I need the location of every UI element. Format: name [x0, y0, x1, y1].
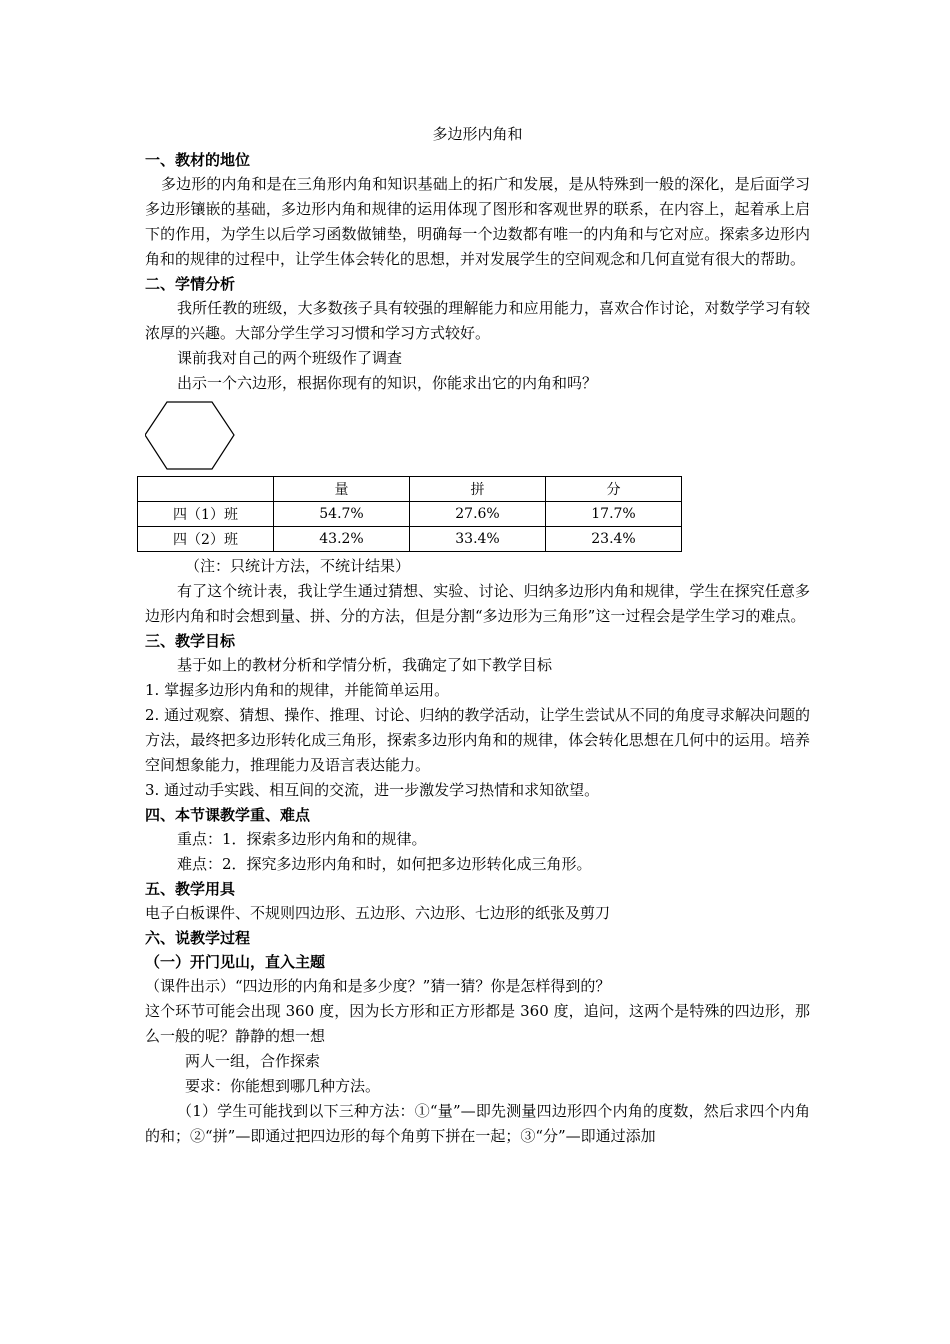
section-heading-6: 六、说教学过程 [145, 929, 251, 947]
table-cell: 四（1）班 [138, 502, 274, 527]
table-row [138, 502, 682, 527]
key-point: 重点：1．探索多边形内角和的规律。 [177, 830, 427, 848]
process-paragraph-5: （1）学生可能找到以下三种方法：①“量”—即先测量四边形四个内角的度数，然后求四个内角的和；②“拼”—即通过把四边形的每个角剪下拼在一起；③“分”—即通过添加 [145, 1102, 810, 1145]
survey-table [137, 476, 682, 552]
section-2-paragraph-1: 我所任教的班级，大多数孩子具有较强的理解能力和应用能力，喜欢合作讨论，对数学学习有较浓厚的兴趣。大部分学生学习习惯和学习方式较好。 [145, 299, 810, 342]
table-cell: 23.4% [546, 527, 682, 552]
table-header-cell [138, 477, 274, 502]
process-paragraph-1: （课件出示）“四边形的内角和是多少度？”猜一猜？你是怎样得到的？ [145, 977, 611, 995]
section-heading-5: 五、教学用具 [145, 880, 236, 898]
hexagon-figure [145, 400, 810, 470]
section-2-paragraph-2: 课前我对自己的两个班级作了调查 [177, 349, 403, 367]
table-cell: 43.2% [274, 527, 410, 552]
section-heading-3: 三、教学目标 [145, 632, 236, 650]
objective-item-2: 2. 通过观察、猜想、操作、推理、讨论、归纳的教学活动，让学生尝试从不同的角度寻求解决问题的方法，最终把多边形转化成三角形，探索多边形内角和的规律，体会转化思想在几何中的运用。培养空间想象能力，推理能力及语言表达能力。 [145, 706, 810, 774]
objective-item-3: 3. 通过动手实践、相互间的交流，进一步激发学习热情和求知欲望。 [145, 781, 600, 799]
section-heading-2: 二、学情分析 [145, 275, 236, 293]
section-3-intro: 基于如上的教材分析和学情分析，我确定了如下教学目标 [177, 656, 553, 674]
section-2-paragraph-3: 出示一个六边形，根据你现有的知识，你能求出它的内角和吗？ [177, 374, 598, 392]
table-row [138, 527, 682, 552]
subsection-heading-1: （一）开门见山，直入主题 [145, 953, 326, 971]
table-cell: 17.7% [546, 502, 682, 527]
process-paragraph-3: 两人一组，合作探索 [185, 1052, 321, 1070]
process-paragraph-4: 要求：你能想到哪几种方法。 [185, 1077, 381, 1095]
objective-item-1: 1. 掌握多边形内角和的规律，并能简单运用。 [145, 681, 450, 699]
hexagon-shape [145, 400, 240, 472]
process-paragraph-2: 这个环节可能会出现 360 度，因为长方形和正方形都是 360 度，追问，这两个是特殊的四边形，那么一般的呢？静静的想一想 [145, 1002, 810, 1045]
table-header-row [138, 477, 682, 502]
difficult-point: 难点：2．探究多边形内角和时，如何把多边形转化成三角形。 [177, 855, 592, 873]
document-page [145, 122, 810, 1149]
section-heading-4: 四、本节课教学重、难点 [145, 806, 311, 824]
table-header-cell: 分 [546, 477, 682, 502]
section-heading-1: 一、教材的地位 [145, 151, 251, 169]
section-1-paragraph: 多边形的内角和是在三角形内角和知识基础上的拓广和发展，是从特殊到一般的深化，是后面学习多边形镶嵌的基础，多边形内角和规律的运用体现了图形和客观世界的联系，在内容上，起着承上启下的作用，为学生以后学习函数做铺垫，明确每一个边数都有唯一的内角和与它对应。探索多边形内角和的规律的过程中，让学生体会转化的思想，并对发展学生的空间观念和几何直觉有很大的帮助。 [145, 175, 810, 268]
table-cell: 27.6% [410, 502, 546, 527]
section-2-paragraph-4: 有了这个统计表，我让学生通过猜想、实验、讨论、归纳多边形内角和规律，学生在探究任意多边形内角和时会想到量、拼、分的方法，但是分割“多边形为三角形”这一过程会是学生学习的难点。 [145, 582, 810, 625]
table-cell: 四（2）班 [138, 527, 274, 552]
table-note: （注：只统计方法，不统计结果） [185, 557, 411, 575]
document-title: 多边形内角和 [432, 125, 523, 143]
section-5-paragraph: 电子白板课件、不规则四边形、五边形、六边形、七边形的纸张及剪刀 [145, 904, 611, 922]
table-cell: 33.4% [410, 527, 546, 552]
table-cell: 54.7% [274, 502, 410, 527]
table-header-cell: 拼 [410, 477, 546, 502]
table-header-cell: 量 [274, 477, 410, 502]
